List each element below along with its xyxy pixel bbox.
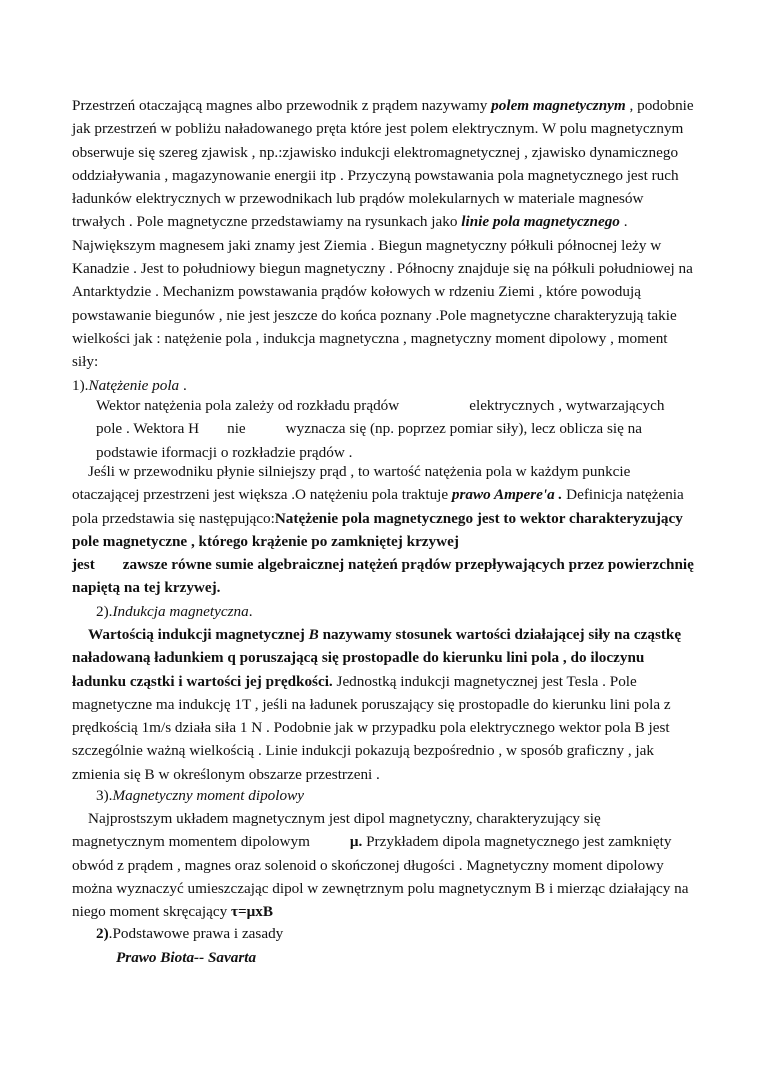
intro-text-3: . Największym magnesem jaki znamy jest Ziemia . Biegun magnetyczny półkuli północnej leży w Kanadzie . Jest to południowy biegun magnetyczny . Północny znajduje się na półkuli południowej na Antarktydzie . Mechanizm powstawania prądów kołowych w rdzeniu Ziemi , które powodują powstawanie biegunów , nie jest jeszcze do końca poznany .Pole magnetyczne charakteryzują takie wielkości jak : natężenie pola , indukcja magnetyczna , magnetyczny moment dipolowy , moment siły: — [72, 213, 693, 371]
symbol-q: q — [227, 649, 236, 667]
section-4-title: .Podstawowe prawa i zasady — [108, 925, 284, 942]
intro-text-2: , podobnie jak przestrzeń w pobliżu naładowanego pręta które jest polem elektrycznym. W polu magnetycznym obserwuje się szereg zjawisk , np.:zjawisko indukcji elektromagnetycznej , zjawisko dynamicznego oddziaływania , magazynowanie energii itp . Przyczyną powstawania pola magnetycznego jest ruch ładunków elektrycznych w przewodnikach lub prądów molekularnych w materiale magnesów trwałych . Pole magnetyczne przedstawiamy na rysunkach jako — [72, 97, 694, 231]
p3-bold-1: Wartością indukcji magnetycznej — [88, 626, 309, 643]
paragraph-natezenie — [72, 394, 694, 464]
section-5-heading — [72, 946, 694, 969]
section-1-number: 1). — [72, 377, 89, 394]
p1-text-b: elektrycznych , wytwarzających pole . Wektora H — [96, 397, 665, 438]
section-4-number: 2) — [96, 925, 109, 942]
definition-2a: jest — [72, 556, 95, 574]
section-2-after: . — [248, 603, 253, 620]
p4-text-a: Najprostszym układem magnetycznym jest dipol magnetyczny, charakteryzujący się magnetycznym momentem dipolowym — [72, 810, 601, 851]
intro-text-1: Przestrzeń otaczającą magnes albo przewodnik z prądem nazywamy — [72, 97, 492, 114]
p1-text-c: nie — [227, 420, 246, 438]
p2-text-a: Jeśli w przewodniku płynie silniejszy prąd , to wartość natężenia pola w każdym punkcie otaczającej przestrzeni jest większa .O natężeniu pola traktuje — [72, 463, 631, 504]
paragraph-ampere — [72, 460, 694, 600]
intro-paragraph — [72, 94, 694, 374]
section-2-title: Indukcja magnetyczna — [112, 603, 249, 620]
p1-text-d: wyznacza się (np. poprzez pomiar siły), lecz oblicza się na podstawie iformacji o rozkładzie prądów . — [96, 420, 642, 461]
section-4-heading — [72, 922, 694, 945]
formula-torque: τ=μxB — [231, 903, 273, 921]
p3-rest: Jednostką indukcji magnetycznej jest Tesla . Pole magnetyczne ma indukcję 1T , jeśli na ładunek poruszający się prostopadle do kierunku lini pola z prędkością 1m/s działa siła 1 N . Podobnie jak w przypadku pola elektrycznego wektor pola B jest szczególnie ważną wielkością . Linie indukcji pokazują bezpośrednio , w sposób graficzny , jak zmienia się B w określonym obszarze przestrzeni . — [72, 672, 671, 783]
paragraph-indukcja — [72, 623, 694, 786]
paragraph-dipol — [72, 807, 694, 923]
law-ampere: prawo Ampere'a . — [451, 486, 563, 504]
p3-bold-3: poruszającą się prostopadle do kierunku lini pola , do iloczynu ładunku cząstki i wartości jej prędkości. — [72, 649, 645, 690]
definition-1: Natężenie pola magnetycznego jest to wektor charakteryzujący pole magnetyczne , którego krążenie po zamkniętej krzywej — [72, 509, 683, 550]
section-3-heading — [72, 784, 694, 807]
p4-text-b: Przykładem dipola magnetycznego jest zamknięty obwód z prądem , magnes oraz solenoid o skończonej długości . Magnetyczny moment dipolowy można wyznaczyć umieszczając dipol w zewnętrznym polu magnetycznym B i mierząc działający na niego moment skręcający — [72, 833, 689, 921]
section-3-title: Magnetyczny moment dipolowy — [112, 787, 304, 804]
p1-text-a: Wektor natężenia pola zależy od rozkładu prądów — [96, 397, 400, 414]
section-2-heading — [72, 600, 694, 623]
symbol-mu: μ. — [349, 833, 363, 851]
section-3-number: 3). — [96, 787, 113, 804]
p2-text-b: Definicja natężenia pola przedstawia się następująco: — [72, 486, 684, 527]
term-pole-magnetyczne: polem magnetycznym — [491, 97, 626, 114]
term-linie-pola: linie pola magnetycznego — [461, 213, 620, 231]
symbol-B: B — [308, 626, 319, 643]
p3-bold-2: nazywamy stosunek wartości działającej siły na cząstkę naładowaną ładunkiem — [72, 626, 682, 667]
section-1-after: . — [179, 377, 187, 394]
section-1-title: Natężenie pola — [88, 377, 180, 394]
section-2-number: 2). — [96, 603, 113, 620]
definition-2b: zawsze równe sumie algebraicznej natężeń prądów przepływających przez powierzchnię napiętą na tej krzywej. — [72, 556, 694, 597]
law-biot-savart: Prawo Biota-- Savarta — [116, 949, 257, 966]
